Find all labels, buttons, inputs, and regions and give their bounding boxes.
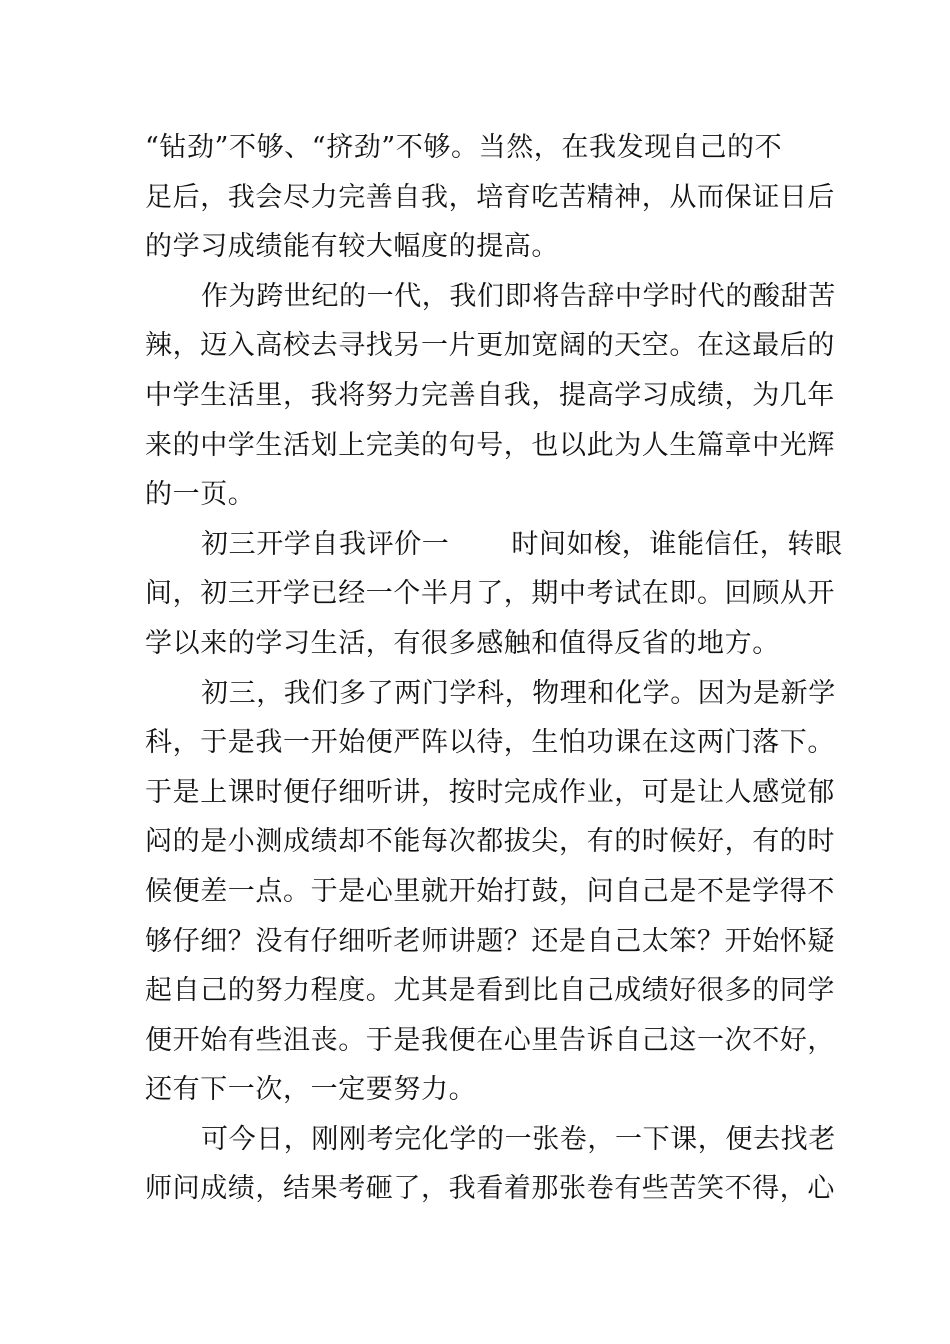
- text-line: 的学习成绩能有较大幅度的提高。: [145, 231, 559, 263]
- text-line: 学以来的学习生活，有很多感触和值得反省的地方。: [145, 627, 780, 659]
- text-line: 起自己的努力程度。尤其是看到比自己成绩好很多的同学: [145, 975, 835, 1007]
- text-line: 于是上课时便仔细听讲，按时完成作业，可是让人感觉郁: [145, 776, 835, 808]
- text-line: 科，于是我一开始便严阵以待，生怕功课在这两门落下。: [145, 727, 835, 759]
- text-line: 作为跨世纪的一代，我们即将告辞中学时代的酸甜苦: [201, 280, 836, 312]
- text-line: 可今日，刚刚考完化学的一张卷，一下课，便去找老: [201, 1123, 836, 1155]
- text-line: 来的中学生活划上完美的句号，也以此为人生篇章中光辉: [145, 429, 835, 461]
- text-line: 辣，迈入高校去寻找另一片更加宽阔的天空。在这最后的: [145, 330, 835, 362]
- text-line: 便开始有些沮丧。于是我便在心里告诉自己这一次不好，: [145, 1024, 835, 1056]
- text-line: 初三，我们多了两门学科，物理和化学。因为是新学: [201, 677, 836, 709]
- text-line: 够仔细？没有仔细听老师讲题？还是自己太笨？开始怀疑: [145, 925, 835, 957]
- text-line: 中学生活里，我将努力完善自我，提高学习成绩，为几年: [145, 379, 835, 411]
- text-line: 师问成绩，结果考砸了，我看着那张卷有些苦笑不得，心: [145, 1173, 835, 1205]
- text-line: 间，初三开学已经一个半月了，期中考试在即。回顾从开: [145, 578, 835, 610]
- text-line: 时间如梭，谁能信任，转眼: [511, 528, 843, 560]
- section-title: 初三开学自我评价一: [201, 528, 450, 560]
- text-line: 候便差一点。于是心里就开始打鼓，问自己是不是学得不: [145, 875, 835, 907]
- text-line: 足后，我会尽力完善自我，培育吃苦精神，从而保证日后: [145, 181, 835, 213]
- text-line: 的一页。: [145, 479, 256, 511]
- section-title-line: [145, 520, 843, 570]
- text-line: 闷的是小测成绩却不能每次都拔尖，有的时候好，有的时: [145, 826, 835, 858]
- text-line: 还有下一次，一定要努力。: [145, 1074, 477, 1106]
- text-line: “钻劲”不够、“挤劲”不够。当然，在我发现自己的不: [145, 132, 783, 163]
- body-text: [145, 123, 843, 1214]
